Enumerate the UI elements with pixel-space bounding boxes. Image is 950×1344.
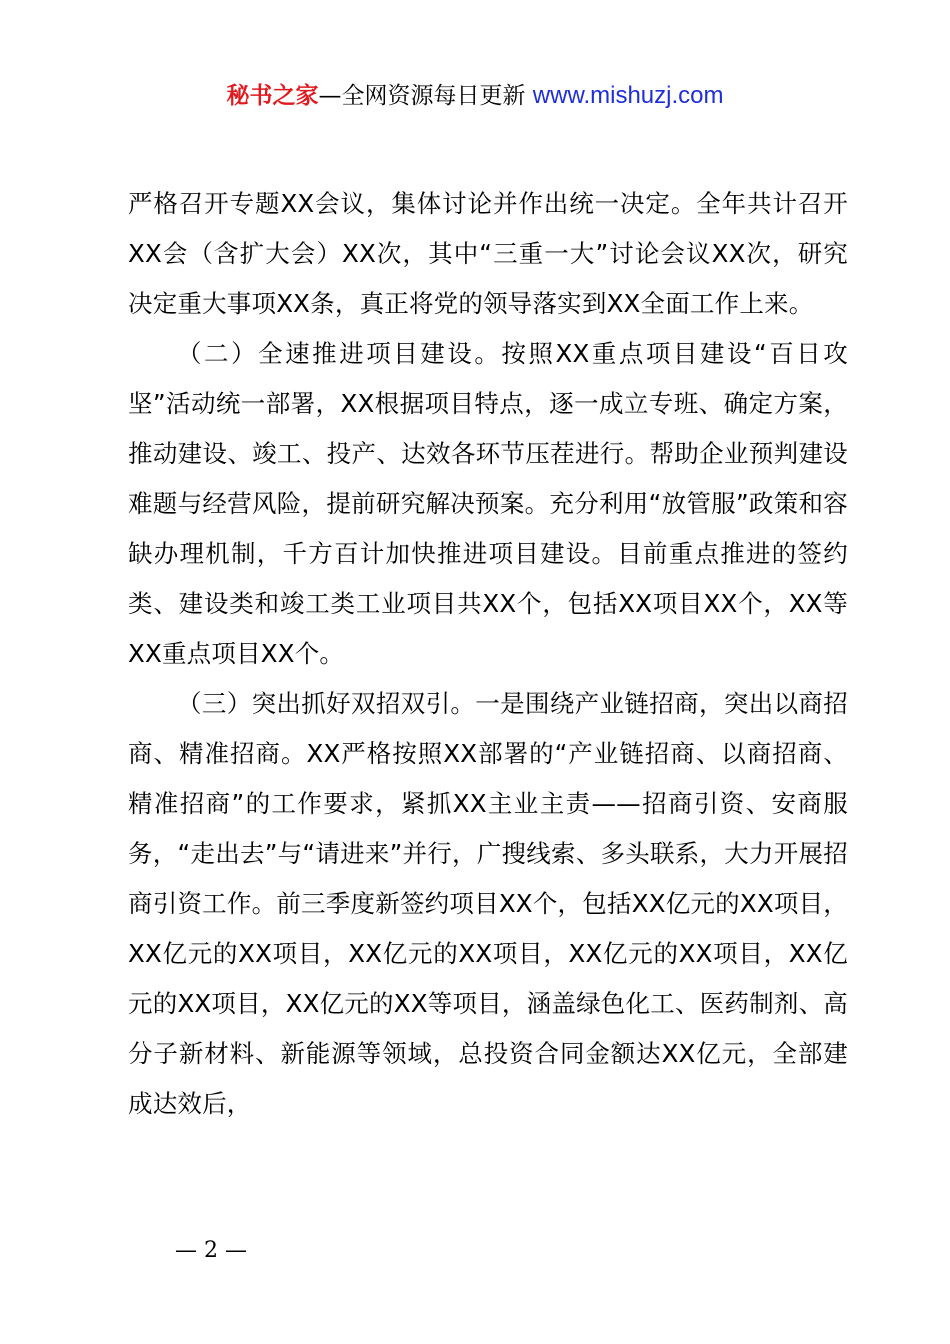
site-header [0,79,950,113]
document-body [128,179,848,1129]
header-tagline: —全网资源每日更新 [318,83,533,109]
paragraph-investment-attraction: （三）突出抓好双招双引。一是围绕产业链招商，突出以商招商、精准招商。XX严格按照XX部署的“产业链招商、以商招商、精准招商”的工作要求，紧抓XX主业主责——招商引资、安商服务，“走出去”与“请进来”并行，广搜线索、多头联系，大力开展招商引资工作。前三季度新签约项目XX个，包括XX亿元的XX项目，XX亿元的XX项目，XX亿元的XX项目，XX亿元的XX项目，XX亿元的XX项目，XX亿元的XX等项目，涵盖绿色化工、医药制剂、高分子新材料、新能源等领域，总投资合同金额达XX亿元，全部建成达效后， [128,689,848,1118]
website-url: www.mishuzj.com [532,82,724,109]
page-number: — 2 — [175,1238,247,1263]
paragraph-continued: 严格召开专题XX会议，集体讨论并作出统一决定。全年共计召开XX会（含扩大会）XX次，其中“三重一大”讨论会议XX次，研究决定重大事项XX条，真正将党的领导落实到XX全面工作上来。 [128,189,848,318]
brand-name: 秘书之家 [226,83,319,109]
paragraph-project-construction: （二）全速推进项目建设。按照XX重点项目建设“百日攻坚”活动统一部署，XX根据项目特点，逐一成立专班、确定方案，推动建设、竣工、投产、达效各环节压茬进行。帮助企业预判建设难题与经营风险，提前研究解决预案。充分利用“放管服”政策和容缺办理机制，千方百计加快推进项目建设。目前重点推进的签约类、建设类和竣工类工业项目共XX个，包括XX项目XX个，XX等XX重点项目XX个。 [128,339,848,668]
